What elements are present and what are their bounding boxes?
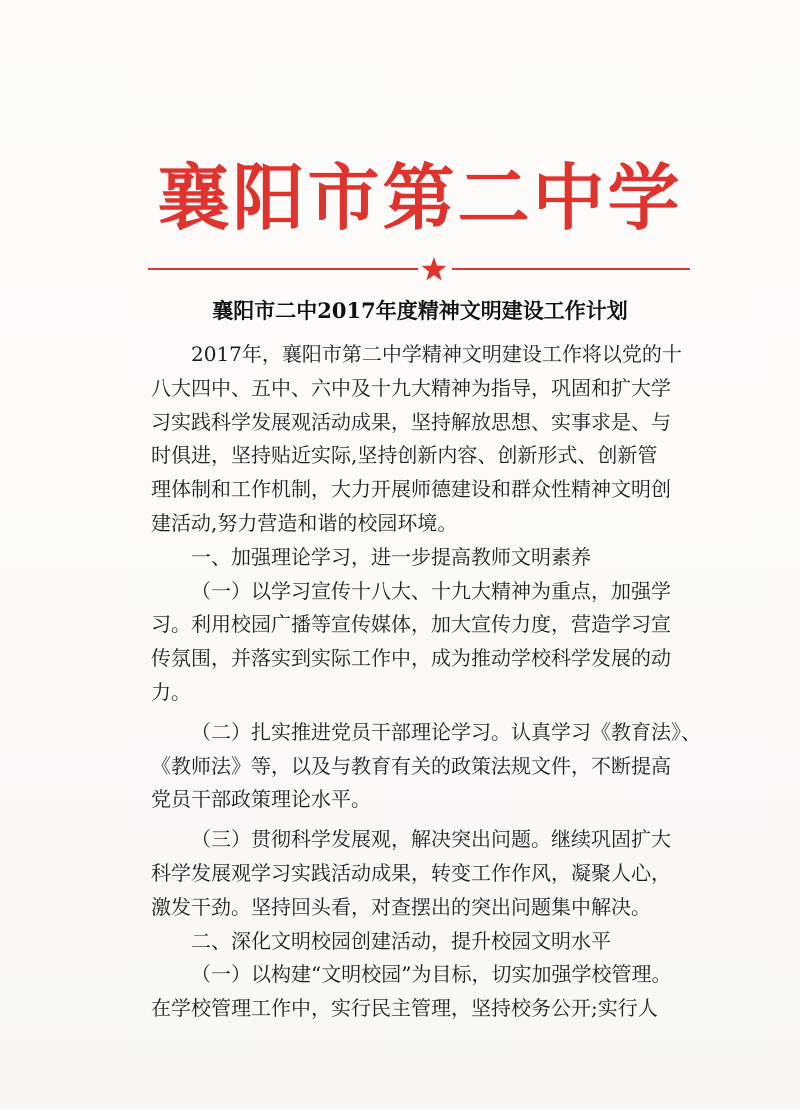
text-line: 二、深化文明校园创建活动，提升校园文明水平 [191,928,611,953]
text-line: 在学校管理工作中，实行民主管理，坚持校务公开;实行人 [151,996,658,1021]
divider-rule-left [148,268,418,270]
text-line: 理体制和工作机制，大力开展师德建设和群众性精神文明创 [151,477,671,502]
paragraph-intro [151,338,711,541]
section-heading-2 [151,925,711,959]
divider-rule-right [452,268,690,270]
paragraph-1-2 [151,716,711,817]
text-line: 一、加强理论学习，进一步提高教师文明素养 [191,544,591,569]
star-icon [421,257,447,281]
text-line: （三）贯彻科学发展观，解决突出问题。继续巩固扩大 [191,827,671,852]
masthead-school-name: 襄阳市第二中学 [157,156,683,240]
document-body [151,338,711,1026]
text-line: 党员干部政策理论水平。 [151,787,371,812]
text-line: 时俱进，坚持贴近实际,坚持创新内容、创新形式、创新管 [151,443,658,468]
text-line: （一）以构建“文明校园”为目标，切实加强学校管理。 [191,962,672,987]
text-line: 《教师法》等，以及与教育有关的政策法规文件，不断提高 [151,753,671,778]
text-line: 激发干劲。坚持回头看，对查摆出的突出问题集中解决。 [151,894,651,919]
text-line: 2017年，襄阳市第二中学精神文明建设工作将以党的十 [191,342,682,366]
paragraph-1-1 [151,575,711,710]
text-line: 传氛围，并落实到实际工作中，成为推动学校科学发展的动 [151,646,671,671]
text-line: （二）扎实推进党员干部理论学习。认真学习《教育法》、 [191,719,701,744]
text-line: （一）以学习宣传十八大、十九大精神为重点，加强学 [191,578,671,603]
text-line: 习实践科学发展观活动成果，坚持解放思想、实事求是、与 [151,409,671,434]
text-line: 建活动,努力营造和谐的校园环境。 [151,510,458,535]
paragraph-2-1 [151,958,711,1026]
text-line: 力。 [151,679,191,704]
text-line: 科学发展观学习实践活动成果，转变工作作风，凝聚人心， [151,860,671,885]
text-line: 八大四中、五中、六中及十九大精神为指导，巩固和扩大学 [151,375,671,400]
document-title: 襄阳市二中2017年度精神文明建设工作计划 [212,298,628,323]
text-line: 习。利用校园广播等宣传媒体，加大宣传力度，营造学习宣 [151,612,671,637]
section-heading-1 [151,541,711,575]
paragraph-1-3 [151,823,711,924]
